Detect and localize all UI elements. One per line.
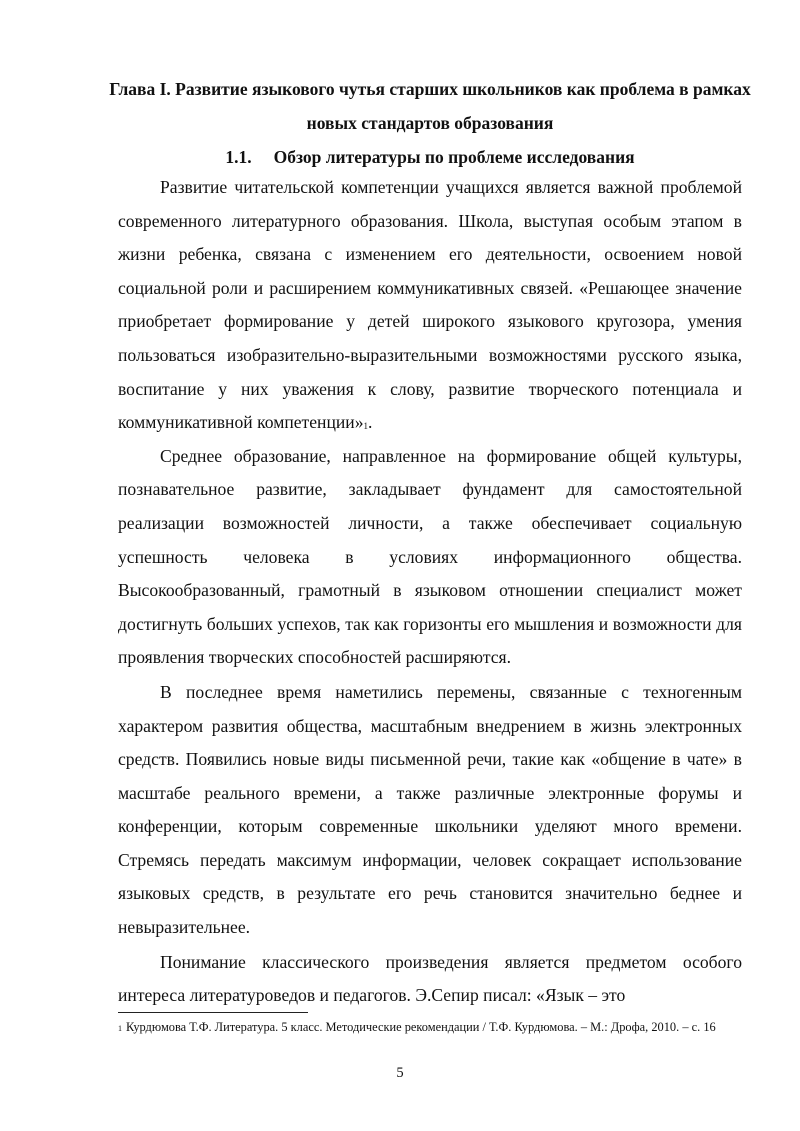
section-number: 1.1.	[225, 147, 252, 167]
footnote-reference[interactable]: 1	[363, 421, 369, 432]
footnote	[118, 1019, 742, 1036]
paragraph-tail: .	[368, 412, 373, 433]
paragraph	[118, 171, 742, 440]
footnote-marker: 1	[118, 1024, 122, 1033]
paragraph	[118, 946, 742, 1013]
footnote-separator	[118, 1012, 308, 1013]
footnote-text: Курдюмова Т.Ф. Литература. 5 класс. Методические рекомендации / Т.Ф. Курдюмова. – М.: Дрофа, 2010. – с. 16	[126, 1020, 716, 1034]
section-title: Обзор литературы по проблеме исследования	[273, 147, 635, 167]
section-heading	[118, 140, 742, 174]
chapter-title: Глава I. Развитие языкового чутья старших школьников как проблема в рамках новых стандартов образования	[109, 79, 751, 133]
paragraph-text: В последнее время наметились перемены, связанные с техногенным характером развития общества, масштабным внедрением в жизнь электронных средств. Появились новые виды письменной речи, такие как «общение в чате» в масштабе реального времени, а также различные электронные форумы и конференции, которым современные школьники уделяют много времени. Стремясь передать максимум информации, человек сокращает использование языковых средств, в результате его речь становится значительно беднее и невыразительнее.	[118, 681, 742, 938]
paragraph	[118, 676, 742, 945]
paragraph	[118, 440, 742, 675]
paragraph-text: Развитие читательской компетенции учащихся является важной проблемой современного литературного образования. Школа, выступая особым этапом в жизни ребенка, связана с изменением его деятельности, освоением новой социальной роли и расширением коммуникативных связей. «Решающее значение приобретает формирование у детей широкого языкового кругозора, умения пользоваться изобразительно-выразительными возможностями русского языка, воспитание у них уважения к слову, развитие творческого потенциала и коммуникативной компетенции»	[118, 177, 742, 433]
page-number: 5	[396, 1065, 404, 1081]
paragraph-text: Понимание классического произведения является предметом особого интереса литературоведов и педагогов. Э.Сепир писал: «Язык – это	[118, 951, 742, 1006]
paragraph-text: Среднее образование, направленное на формирование общей культуры, познавательное развитие, закладывает фундамент для самостоятельной реализации возможностей личности, а также обеспечивает социальную успешность человека в условиях информационного общества. Высокообразованный, грамотный в языковом отношении специалист может достигнуть больших успехов, так как горизонты его мышления и возможности для проявления творческих способностей расширяются.	[118, 445, 742, 668]
body-text	[118, 171, 742, 1013]
